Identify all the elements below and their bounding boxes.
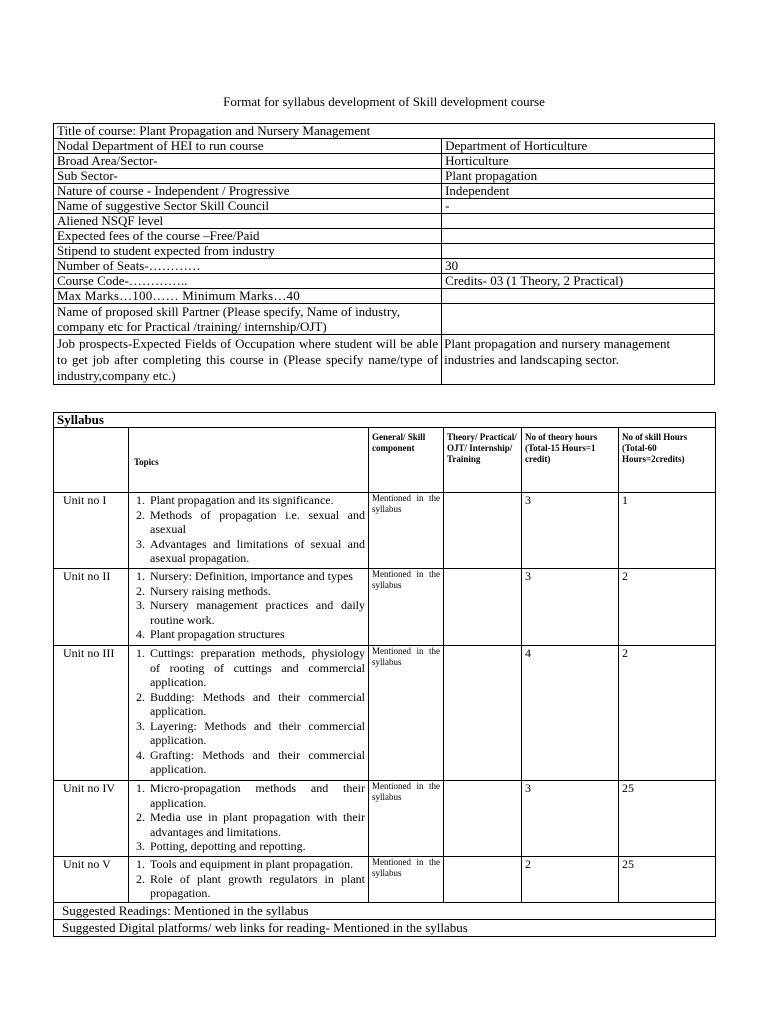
theory-hours: 4 — [522, 646, 619, 781]
topic-item: 2. Role of plant growth regulators in plant propagation. — [148, 872, 365, 901]
theory-hours: 2 — [522, 857, 619, 903]
topic-item: 4. Plant propagation structures — [148, 627, 365, 642]
unit-row — [54, 646, 716, 781]
info-row-stipend — [54, 244, 715, 259]
info-row-nodal — [54, 139, 715, 154]
council-value: - — [442, 199, 715, 214]
topic-item: 3. Layering: Methods and their commercial application. — [148, 719, 365, 748]
platforms-row — [54, 920, 716, 937]
theory-hours: 3 — [522, 569, 619, 646]
topics-header: Topics — [129, 428, 369, 493]
seats-label: Number of Seats-………… — [54, 259, 442, 274]
unit-row — [54, 493, 716, 569]
stipend-label: Stipend to student expected from industry — [54, 244, 442, 259]
topic-item: 2. Nursery raising methods. — [148, 584, 365, 599]
broad-value: Horticulture — [442, 154, 715, 169]
readings-row — [54, 903, 716, 920]
document-title: Format for syllabus development of Skill development course — [223, 94, 545, 109]
unit-rows — [54, 493, 716, 903]
code-value: Credits- 03 (1 Theory, 2 Practical) — [442, 274, 715, 289]
broad-label: Broad Area/Sector- — [54, 154, 442, 169]
topic-list — [132, 493, 365, 566]
topic-item: 1. Nursery: Definition, importance and types — [148, 569, 365, 584]
unit-row — [54, 857, 716, 903]
fees-label: Expected fees of the course –Free/Paid — [54, 229, 442, 244]
info-row-seats — [54, 259, 715, 274]
nsqf-label: Aliened NSQF level — [54, 214, 442, 229]
course-title-cell: Title of course: Plant Propagation and Nursery Management — [54, 124, 715, 139]
syllabus-label-row — [54, 413, 716, 428]
skill-hours: 2 — [619, 646, 716, 781]
marks-label: Max Marks…100…… Minimum Marks…40 — [54, 289, 442, 304]
sub-value: Plant propagation — [442, 169, 715, 184]
topic-item: 1. Micro-propagation methods and their application. — [148, 781, 365, 810]
skill-hours: 25 — [619, 857, 716, 903]
unit-topics — [129, 569, 369, 646]
topic-item: 1. Plant propagation and its significance. — [148, 493, 365, 508]
nodal-value: Department of Horticulture — [442, 139, 715, 154]
nature-value: Independent — [442, 184, 715, 199]
info-row-fees — [54, 229, 715, 244]
nature-label: Nature of course - Independent / Progressive — [54, 184, 442, 199]
syllabus-table — [53, 412, 716, 937]
theory-practical-cell — [444, 857, 522, 903]
general-header: General/ Skill component — [369, 428, 444, 493]
topic-list — [132, 646, 365, 777]
course-info-table — [53, 123, 715, 385]
theory-header: Theory/ Practical/ OJT/ Internship/ Training — [444, 428, 522, 493]
topic-item: 2. Methods of propagation i.e. sexual and asexual — [148, 508, 365, 537]
jobs-label: Job prospects-Expected Fields of Occupation where student will be able to get job after completing this course in (Please specify name/type of industry,company etc.) — [54, 335, 442, 385]
info-row-marks — [54, 289, 715, 304]
topic-item: 3. Advantages and limitations of sexual and asexual propagation. — [148, 537, 365, 566]
theory-practical-cell — [444, 569, 522, 646]
sub-label: Sub Sector- — [54, 169, 442, 184]
theory-hours: 3 — [522, 781, 619, 857]
skill-hours-header: No of skill Hours (Total-60 Hours=2credits) — [619, 428, 716, 493]
syllabus-label: Syllabus — [54, 413, 716, 428]
unit-label: Unit no V — [54, 857, 129, 903]
theory-practical-cell — [444, 781, 522, 857]
nsqf-value — [442, 214, 715, 229]
topic-item: 1. Tools and equipment in plant propagation. — [148, 857, 365, 872]
stipend-value — [442, 244, 715, 259]
theory-practical-cell — [444, 493, 522, 569]
seats-value: 30 — [442, 259, 715, 274]
info-row-code — [54, 274, 715, 289]
info-row-course-title — [54, 124, 715, 139]
skill-hours: 1 — [619, 493, 716, 569]
info-row-sub — [54, 169, 715, 184]
unit-label: Unit no I — [54, 493, 129, 569]
topic-item: 2. Budding: Methods and their commercial application. — [148, 690, 365, 719]
theory-practical-cell — [444, 646, 522, 781]
skill-hours: 2 — [619, 569, 716, 646]
info-row-partner — [54, 304, 715, 335]
info-row-nature — [54, 184, 715, 199]
theory-hours-header: No of theory hours (Total-15 Hours=1 credit) — [522, 428, 619, 493]
general-component: Mentioned in the syllabus — [369, 493, 444, 569]
topic-item: 4. Grafting: Methods and their commercial application. — [148, 748, 365, 777]
topic-item: 2. Media use in plant propagation with their advantages and limitations. — [148, 810, 365, 839]
suggested-readings: Suggested Readings: Mentioned in the syllabus — [54, 903, 716, 920]
council-label: Name of suggestive Sector Skill Council — [54, 199, 442, 214]
topic-item: 3. Potting, depotting and repotting. — [148, 839, 365, 854]
info-row-broad — [54, 154, 715, 169]
info-row-council — [54, 199, 715, 214]
general-component: Mentioned in the syllabus — [369, 781, 444, 857]
general-component: Mentioned in the syllabus — [369, 569, 444, 646]
info-row-jobs — [54, 335, 715, 385]
topic-item: 3. Nursery management practices and daily routine work. — [148, 598, 365, 627]
topic-list — [132, 569, 365, 642]
topic-list — [132, 781, 365, 854]
skill-hours: 25 — [619, 781, 716, 857]
unit-topics — [129, 646, 369, 781]
unit-topics — [129, 781, 369, 857]
unit-topics — [129, 857, 369, 903]
general-component: Mentioned in the syllabus — [369, 857, 444, 903]
marks-value — [442, 289, 715, 304]
general-component: Mentioned in the syllabus — [369, 646, 444, 781]
nodal-label: Nodal Department of HEI to run course — [54, 139, 442, 154]
suggested-platforms: Suggested Digital platforms/ web links for reading- Mentioned in the syllabus — [54, 920, 716, 937]
unit-header — [54, 428, 129, 493]
unit-label: Unit no II — [54, 569, 129, 646]
syllabus-header-row — [54, 428, 716, 493]
unit-row — [54, 781, 716, 857]
code-label: Course Code-………….. — [54, 274, 442, 289]
unit-label: Unit no IV — [54, 781, 129, 857]
topic-list — [132, 857, 365, 901]
jobs-value: Plant propagation and nursery management industries and landscaping sector. — [442, 335, 715, 385]
topic-item: 1. Cuttings: preparation methods, physiology of rooting of cuttings and commercial application. — [148, 646, 365, 690]
partner-value — [442, 304, 715, 335]
info-row-nsqf — [54, 214, 715, 229]
unit-row — [54, 569, 716, 646]
unit-topics — [129, 493, 369, 569]
theory-hours: 3 — [522, 493, 619, 569]
partner-label: Name of proposed skill Partner (Please specify, Name of industry, company etc for Practical /training/ internship/OJT) — [54, 304, 442, 335]
unit-label: Unit no III — [54, 646, 129, 781]
fees-value — [442, 229, 715, 244]
